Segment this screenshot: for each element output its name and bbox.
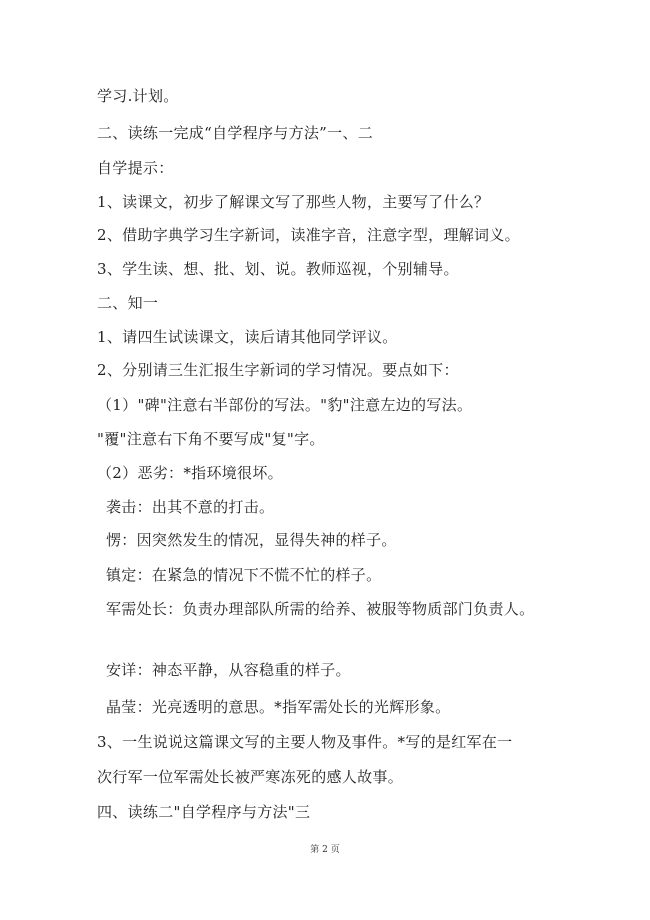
- text-line-8: 1、请四生试读课文，读后请其他同学评议。: [97, 328, 398, 346]
- text-line-3: 自学提示：: [97, 159, 174, 177]
- text-line-15: 镇定：在紧急的情况下不慌不忙的样子。: [106, 566, 382, 584]
- text-line-14: 愣：因突然发生的情况，显得失神的样子。: [106, 531, 397, 549]
- text-line-9: 2、分别请三生汇报生字新词的学习情况。要点如下：: [97, 361, 459, 379]
- text-line-17: 安详：神态平静，从容稳重的样子。: [106, 661, 351, 679]
- text-line-10: （1）"碑"注意右半部份的写法。"豹"注意左边的写法。: [97, 396, 473, 414]
- text-line-12: （2）恶劣：*指环境很坏。: [97, 464, 283, 482]
- text-line-11: "覆"注意右下角不要写成"复"字。: [97, 430, 325, 448]
- text-line-6: 3、学生读、想、批、划、说。教师巡视，个别辅导。: [97, 260, 459, 278]
- section-heading-7: 二、知一: [97, 294, 159, 312]
- text-line-5: 2、借助字典学习生字新词，读准字音，注意字型，理解词义。: [97, 226, 520, 244]
- text-line-13: 袭击：出其不意的打击。: [106, 498, 275, 516]
- text-line-19: 3、一生说说这篇课文写的主要人物及事件。*写的是红军在一: [97, 733, 513, 751]
- text-line-1: 学习.计划。: [97, 87, 179, 105]
- text-line-18: 晶莹：光亮透明的意思。*指军需处长的光辉形象。: [106, 698, 451, 716]
- section-heading-2: 二、读练一完成“自学程序与方法”一、二: [97, 124, 374, 142]
- page-number: 第 2 页: [310, 845, 340, 855]
- text-line-16: 军需处长：负责办理部队所需的给养、被服等物质部门负责人。: [106, 600, 535, 618]
- text-line-4: 1、读课文，初步了解课文写了那些人物，主要写了什么？: [97, 193, 490, 211]
- section-heading-21: 四、读练二"自学程序与方法"三: [97, 803, 311, 821]
- text-line-20: 次行军一位军需处长被严寒冻死的感人故事。: [97, 768, 404, 786]
